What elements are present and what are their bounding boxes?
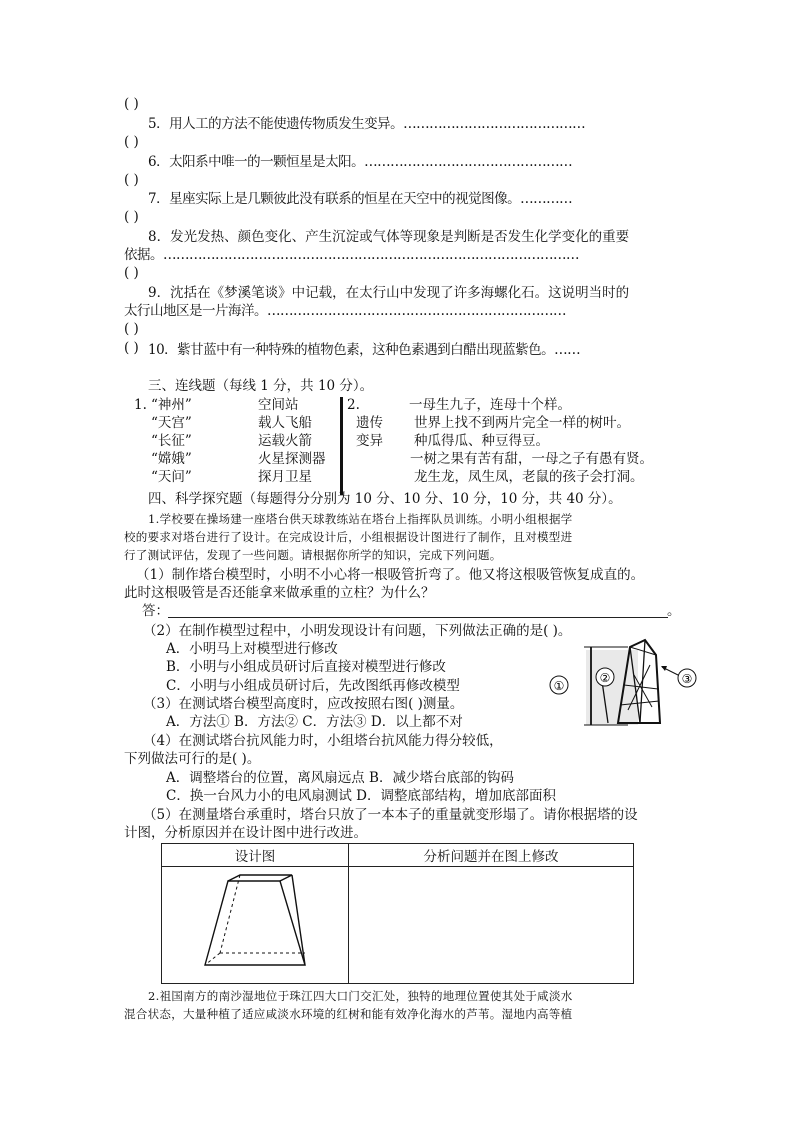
sub2-option: A．小明马上对模型进行修改 <box>166 641 338 657</box>
answer-end: 。 <box>667 603 681 619</box>
sub1-line1: （1）制作塔台模型时，小明不小心将一根吸管折弯了。他又将这根吸管恢复成直的。 <box>136 567 645 583</box>
frustum-design-drawing <box>200 873 310 973</box>
q1-intro-line2: 校的要求对塔台进行了设计。在完成设计后，小组根据设计图进行了制作，且对模型进 <box>124 530 573 544</box>
q8-text-line1: 8．发光发热、颜色变化、产生沉淀或气体等现象是判断是否发生化学变化的重要 <box>148 229 630 245</box>
frustum-edge <box>292 875 305 965</box>
q8-answer-paren: ( ) <box>124 265 139 281</box>
design-drawing-cell <box>162 867 349 984</box>
sub4-options-row2: C．换一台风力小的电风扇测试 D．调整底部结构，增加底部面积 <box>166 788 556 804</box>
frustum-hidden-edge <box>220 875 240 953</box>
sub4-options-row1: A．调整塔台的位置，离风扇远点 B．减少塔台底部的钩码 <box>166 770 514 786</box>
table-header-design: 设计图 <box>162 844 349 867</box>
frustum-top <box>228 875 292 881</box>
q9-answer-paren: ( ) <box>124 321 139 337</box>
q5-answer-paren: ( ) <box>124 134 139 150</box>
match2-right-item: 种瓜得瓜、种豆得豆。 <box>414 433 549 449</box>
sub3-question: （3）在测试塔台模型高度时，应改按照右图( )测量。 <box>143 696 464 712</box>
q10-text: 10．紫甘蓝中有一种特殊的植物色素，这种色素遇到白醋出现蓝紫色。…… <box>148 342 581 358</box>
analysis-answer-cell[interactable] <box>349 867 634 984</box>
figure-shadow <box>586 650 638 725</box>
figure-label-3: ③ <box>681 672 693 686</box>
match1-right-item: 火星探测器 <box>258 451 326 467</box>
q1-intro-line3: 行了测试评估，发现了一些问题。请根据你所学的知识，完成下列问题。 <box>124 548 502 562</box>
q5-text: 5．用人工的方法不能使遗传物质发生变异。…………………………………… <box>148 116 586 132</box>
q7-text: 7．星座实际上是几颗彼此没有联系的恒星在天空中的视觉图像。………… <box>148 191 573 207</box>
q2-line1: 2.祖国南方的南沙湿地位于珠江四大口门交汇处，独特的地理位置使其处于咸淡水 <box>148 989 573 1003</box>
sub2-option: C．小明与小组成员研讨后，先改图纸再修改模型 <box>166 678 460 694</box>
match2-left-item: 遗传 <box>356 415 383 431</box>
q6-text: 6．太阳系中唯一的一颗恒星是太阳。………………………………………… <box>148 154 573 170</box>
sub1-line2: 此时这根吸管是否还能拿来做承重的立柱？为什么？ <box>124 585 435 601</box>
figure-label-2: ② <box>599 671 611 685</box>
answer-line[interactable] <box>168 617 668 618</box>
q9-text-line1: 9．沈括在《梦溪笔谈》中记载，在太行山中发现了许多海螺化石。这说明当时的 <box>148 285 630 301</box>
match2-right-item: 一母生九子，连母十个样。 <box>409 397 571 413</box>
section4-heading: 四、科学探究题（每题得分分别为 10 分、10 分、10 分，10 分，共 40 分）。 <box>148 491 622 507</box>
table-header-analysis: 分析问题并在图上修改 <box>349 844 634 867</box>
answer-label: 答： <box>142 603 169 619</box>
match1-right-item: 空间站 <box>258 397 299 413</box>
sub4-line2: 下列做法可行的是( )。 <box>124 751 261 767</box>
match1-left-item: “神州” <box>151 397 192 413</box>
match1-number: 1. <box>134 397 147 413</box>
match1-right-item: 探月卫星 <box>258 469 312 485</box>
match2-right-item: 世界上找不到两片完全一样的树叶。 <box>414 415 630 431</box>
sub2-option: B．小明与小组成员研讨后直接对模型进行修改 <box>166 659 446 675</box>
match1-left-item: “嫦娥” <box>151 451 192 467</box>
match1-right-item: 载人飞船 <box>258 415 312 431</box>
section3-heading: 三、连线题（每线 1 分，共 10 分）。 <box>148 378 374 394</box>
tower-strut <box>640 640 645 723</box>
q6-answer-paren: ( ) <box>124 172 139 188</box>
match-divider-bar <box>340 397 343 495</box>
match1-left-item: “天问” <box>151 469 192 485</box>
q1-intro-line1: 1.学校要在操场建一座塔台供天球教练站在塔台上指挥队员训练。小明小组根据学 <box>148 512 573 526</box>
design-table <box>161 843 634 984</box>
sub3-options: A．方法① B．方法② C．方法③ D．以上都不对 <box>166 714 463 730</box>
match2-right-item: 龙生龙，凤生凤，老鼠的孩子会打洞。 <box>414 469 644 485</box>
match1-right-item: 运载火箭 <box>258 433 312 449</box>
match2-left-item: 变异 <box>356 433 383 449</box>
tower-measure-figure <box>548 635 698 730</box>
sub5-line2: 计图，分析原因并在设计图中进行改进。 <box>124 825 367 841</box>
match1-left-item: “长征” <box>151 433 192 449</box>
q10-answer-paren: ( ) <box>124 340 139 356</box>
q4-answer-paren: ( ) <box>124 96 139 112</box>
q7-answer-paren: ( ) <box>124 209 139 225</box>
q8-text-line2: 依据。…………………………………………………………………………………… <box>124 247 579 263</box>
sub5-line1: （5）在测量塔台承重时，塔台只放了一本本子的重量就变形塌了。请你根据塔的设 <box>143 807 638 823</box>
q9-text-line2: 太行山地区是一片海洋。…………………………………………………………… <box>124 303 566 319</box>
sub2-question: （2）在制作模型过程中，小明发现设计有问题，下列做法正确的是( )。 <box>143 623 572 639</box>
q2-line2: 混合状态，大量种植了适应咸淡水环境的红树和能有效净化海水的芦苇。湿地内高等植 <box>124 1007 573 1021</box>
figure-label-1: ① <box>553 679 565 693</box>
match1-left-item: “天宫” <box>151 415 192 431</box>
match2-right-item: 一树之果有苦有甜，一母之子有愚有贤。 <box>410 451 653 467</box>
match2-number: 2. <box>347 397 360 413</box>
sub4-line1: （4）在测试塔台抗风能力时，小组塔台抗风能力得分较低， <box>143 733 503 749</box>
